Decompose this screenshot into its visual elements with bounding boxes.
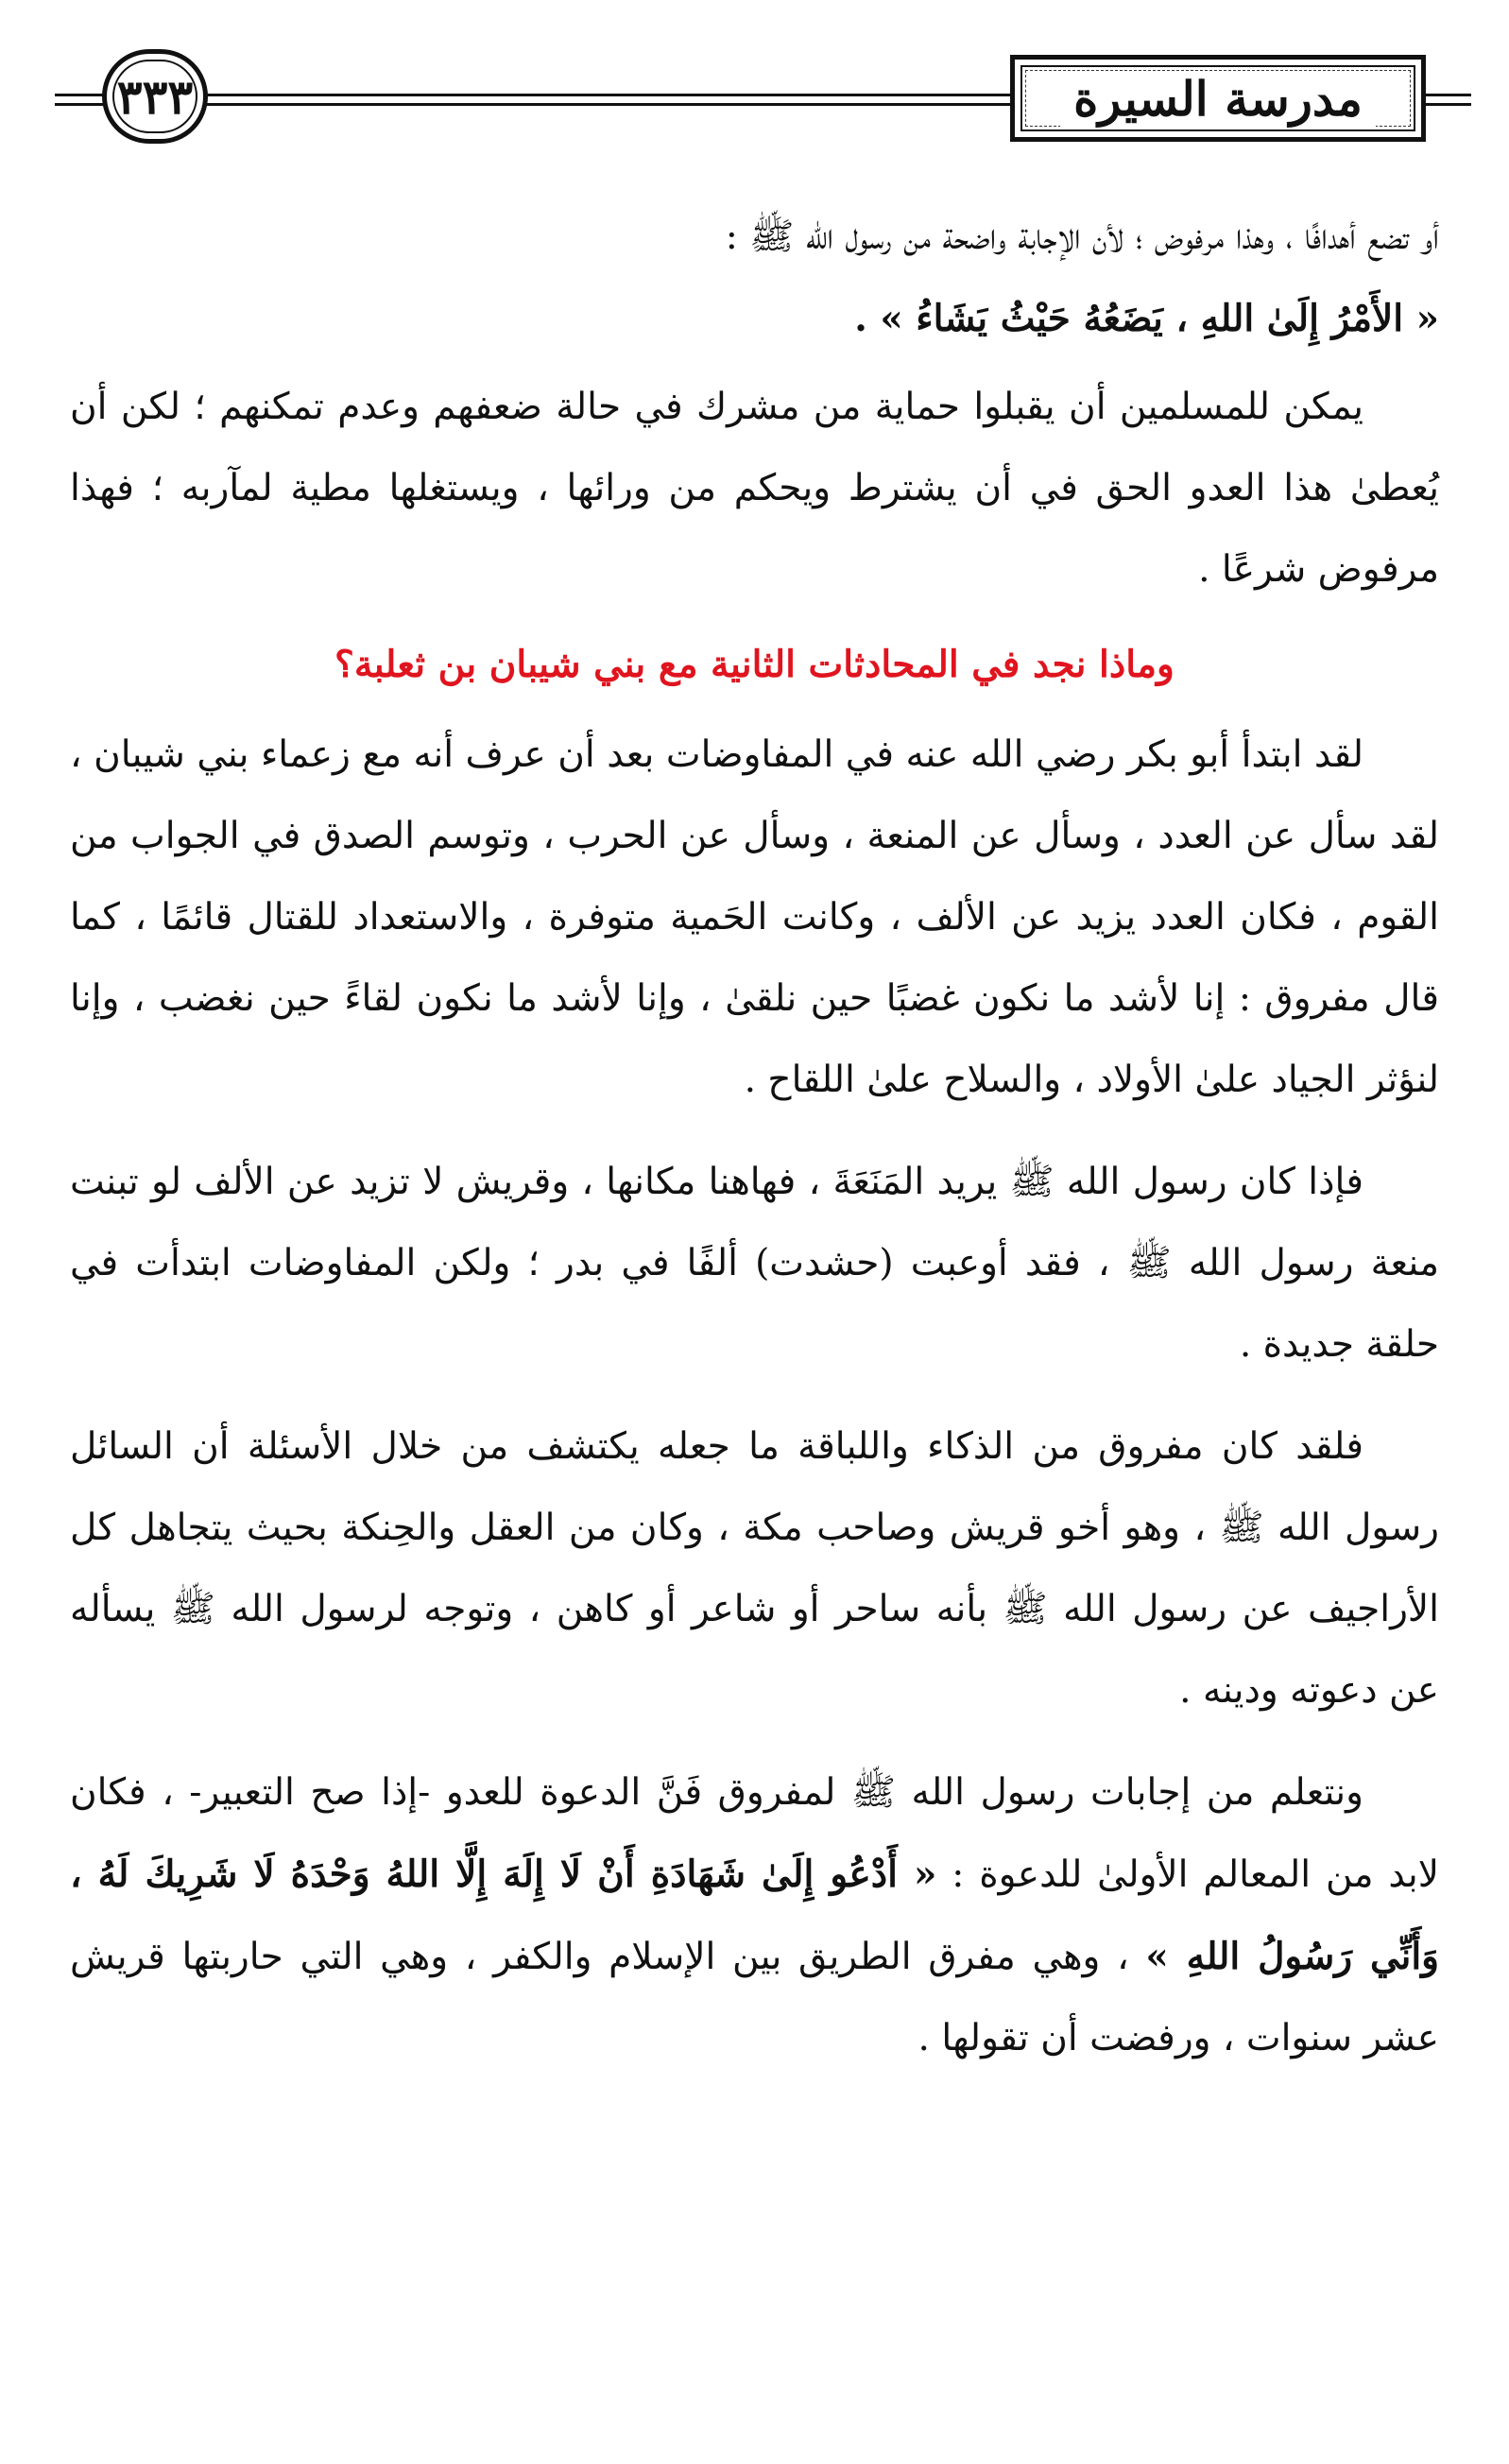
paragraph-6-text-b: ، وهي مفرق الطريق بين الإسلام والكفر ، وهي التي حاربتها قريش عشر سنوات ، ورفضت أن تقولها . [70,1936,1439,2059]
paragraph-1-text: أو تضع أهدافًا ، وهذا مرفوض ؛ لأن الإجابة واضحة من رسول الله ﷺ : [725,215,1439,258]
paragraph-3: لقد ابتدأ أبو بكر رضي الله عنه في المفاوضات بعد أن عرف أنه مع زعماء بني شيبان ، لقد سأل عن العدد ، وسأل عن المنعة ، وسأل عن الحرب ، وتوسم الصدق في الجواب من القوم ، فكان العدد يزيد عن الألف ، وكانت الحَمية متوفرة ، والاستعداد للقتال قائمًا ، كما قال مفروق : إنا لأشد ما نكون غضبًا حين نلقىٰ ، وإنا لأشد ما نكون لقاءً حين نغضب ، وإنا لنؤثر الجياد علىٰ الأولاد ، والسلاح علىٰ اللقاح . [70,733,1439,1101]
paragraph-4: فإذا كان رسول الله ﷺ يريد المَنَعَةَ ، فهاهنا مكانها ، وقريش لا تزيد عن الألف لو تبنت منعة رسول الله ﷺ ، فقد أوعبت (حشدت) ألفًا في بدر ؛ ولكن المفاوضات ابتدأت في حلقة جديدة . [70,1161,1439,1366]
hadith-quote-2: « أَدْعُو إِلَىٰ شَهَادَةِ أَنْ لَا إِلَهَ إِلَّا اللهُ وَحْدَهُ لَا شَرِيكَ لَهُ ، وَأَنِّي رَسُولُ اللهِ » [70,1852,1440,1978]
paragraph-2: يمكن للمسلمين أن يقبلوا حماية من مشرك في حالة ضعفهم وعدم تمكنهم ؛ لكن أن يُعطىٰ هذا العدو الحق في أن يشترط ويحكم من ورائها ، ويستغلها مطية لمآربه ؛ فهذا مرفوض شرعًا . [70,386,1439,591]
section-heading: وماذا نجد في المحادثات الثانية مع بني شيبان بن ثعلبة؟ [334,643,1175,686]
page-body [70,197,1439,2100]
paragraph-5: فلقد كان مفروق من الذكاء واللباقة ما جعله يكتشف من خلال الأسئلة أن السائل رسول الله ﷺ ، وهو أخو قريش وصاحب مكة ، وكان من العقل والحِنكة بحيث يتجاهل كل الأراجيف عن رسول الله ﷺ بأنه ساحر أو شاعر أو كاهن ، وتوجه لرسول الله ﷺ يسأله عن دعوته ودينه . [70,1425,1439,1712]
page-number: ٣٣٣ [116,68,194,125]
paragraph-6-text-a: ونتعلم من إجابات رسول الله ﷺ لمفروق فَنَّ الدعوة للعدو -إذا صح التعبير- ، فكان لابد من المعالم الأولىٰ للدعوة : [70,1771,1439,1896]
book-title-frame [1010,55,1426,142]
book-title: مدرسة السيرة [1060,71,1376,127]
paragraph-6 [70,1752,1439,2079]
page-header [0,49,1509,153]
hadith-quote-1: « الأَمْرُ إِلَىٰ اللهِ ، يَضَعُهُ حَيْثُ يَشَاءُ » . [854,297,1439,340]
paragraph-1 [70,197,1439,359]
page-number-frame [102,49,208,144]
